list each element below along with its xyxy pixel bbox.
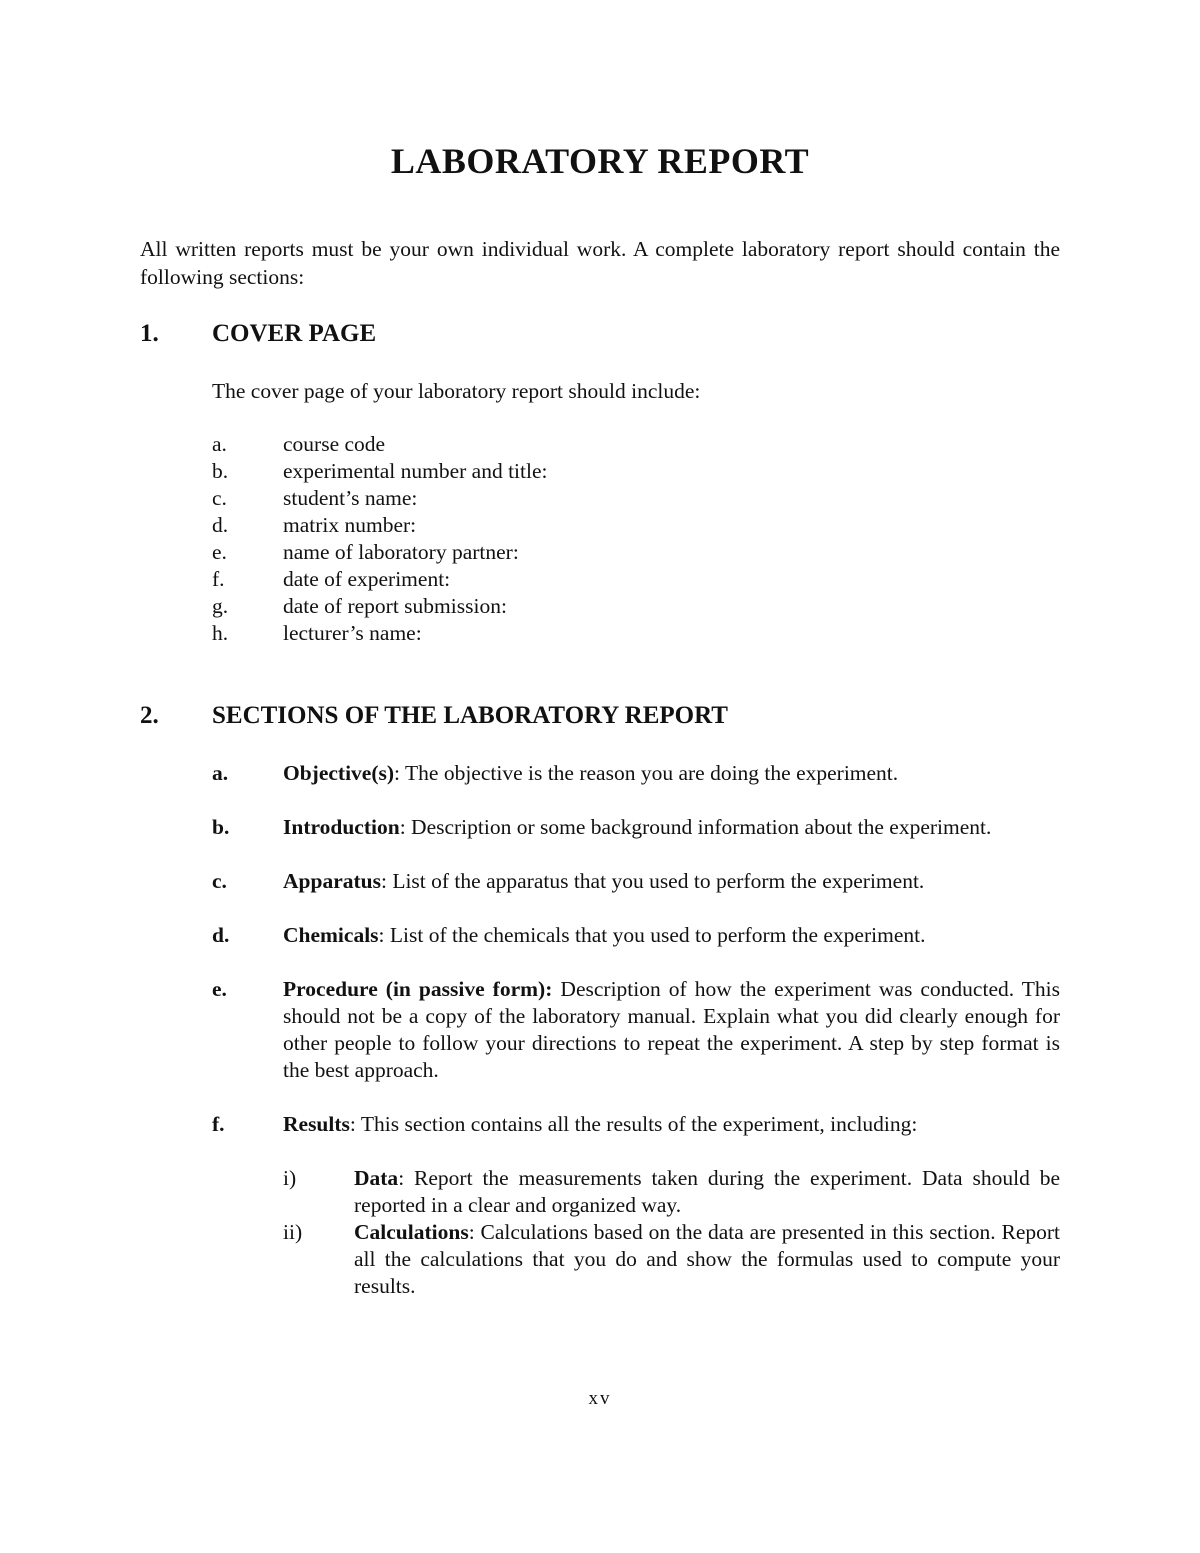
list-item [212,512,1060,539]
section-2-number: 2. [140,702,159,729]
list-item [212,431,1060,458]
sub-item-body [354,1165,1060,1219]
list-marker: d. [212,513,229,537]
item-marker: a. [212,761,229,785]
list-text: experimental number and title: [283,459,548,483]
sub-item-marker: ii) [283,1220,303,1244]
list-marker: a. [212,432,227,456]
sub-item-term: Data [354,1166,399,1190]
list-marker: h. [212,621,229,645]
section-1-heading [140,320,1060,348]
item-term: Results [283,1112,350,1136]
section-2-title: SECTIONS OF THE LABORATORY REPORT [212,702,728,729]
list-text: date of experiment: [283,567,451,591]
sub-item-description: Report the measurements taken during the experiment. Data should be reported in a clear and organized way. [354,1166,1060,1217]
item-separator: : [380,869,387,893]
section-2-heading [140,702,1060,730]
list-text: matrix number: [283,513,417,537]
item-term: Chemicals [283,923,379,947]
section-1-title: COVER PAGE [212,320,377,347]
item-term: Procedure (in passive form): [283,977,553,1001]
list-marker: c. [212,486,227,510]
list-marker: b. [212,459,229,483]
intro-paragraph: All written reports must be your own individual work. A complete laboratory report should contain the following sections: [140,237,1060,289]
item-marker: e. [212,977,227,1001]
sub-item-term: Calculations [354,1220,469,1244]
page-title: LABORATORY REPORT [390,141,810,181]
item-marker: b. [212,815,230,839]
item-marker: f. [212,1112,225,1136]
list-marker: g. [212,594,229,618]
item-description: Description of how the experiment was conducted. This should not be a copy of the laboratory manual. Explain what you did clearly enough for other people to follow your directions to repeat the experiment. A step by step format is the best approach. [283,977,1061,1082]
item-description: List of the apparatus that you used to perform the experiment. [386,869,925,893]
sub-item-body [354,1219,1060,1300]
list-item [212,593,1060,620]
list-text: lecturer’s name: [283,621,422,645]
item-term: Introduction [283,815,400,839]
item-body [283,868,1060,895]
list-item [212,458,1060,485]
list-item [212,485,1060,512]
section-1-number: 1. [140,320,159,347]
page-number: xv [588,1388,612,1409]
item-body [283,814,1060,841]
item-separator: : [399,815,406,839]
item-body [283,976,1060,1084]
list-text: course code [283,432,386,456]
list-text: student’s name: [283,486,418,510]
item-description: List of the chemicals that you used to perform the experiment. [384,923,926,947]
cover-page-lead: The cover page of your laboratory report should include: [212,379,701,403]
item-body [283,922,1060,949]
list-marker: e. [212,540,227,564]
sub-item-separator: : [468,1220,475,1244]
list-text: name of laboratory partner: [283,540,519,564]
list-item [212,566,1060,593]
list-text: date of report submission: [283,594,507,618]
sub-item-separator: : [398,1166,405,1190]
item-marker: d. [212,923,230,947]
item-description: Description or some background information about the experiment. [405,815,992,839]
sub-item-description: Calculations based on the data are presented in this section. Report all the calculations that you do and show the formulas used to compute your results. [354,1220,1060,1298]
list-marker: f. [212,567,225,591]
item-term: Objective(s) [283,761,395,785]
item-body [283,1111,1060,1138]
item-term: Apparatus [283,869,381,893]
item-body [283,760,1060,787]
sub-item-marker: i) [283,1166,297,1190]
item-description: This section contains all the results of the experiment, including: [355,1112,918,1136]
item-separator: : [349,1112,356,1136]
list-item [212,620,1060,647]
item-description: The objective is the reason you are doing the experiment. [400,761,899,785]
item-separator: : [394,761,401,785]
item-marker: c. [212,869,227,893]
list-item [212,539,1060,566]
item-separator: : [378,923,385,947]
